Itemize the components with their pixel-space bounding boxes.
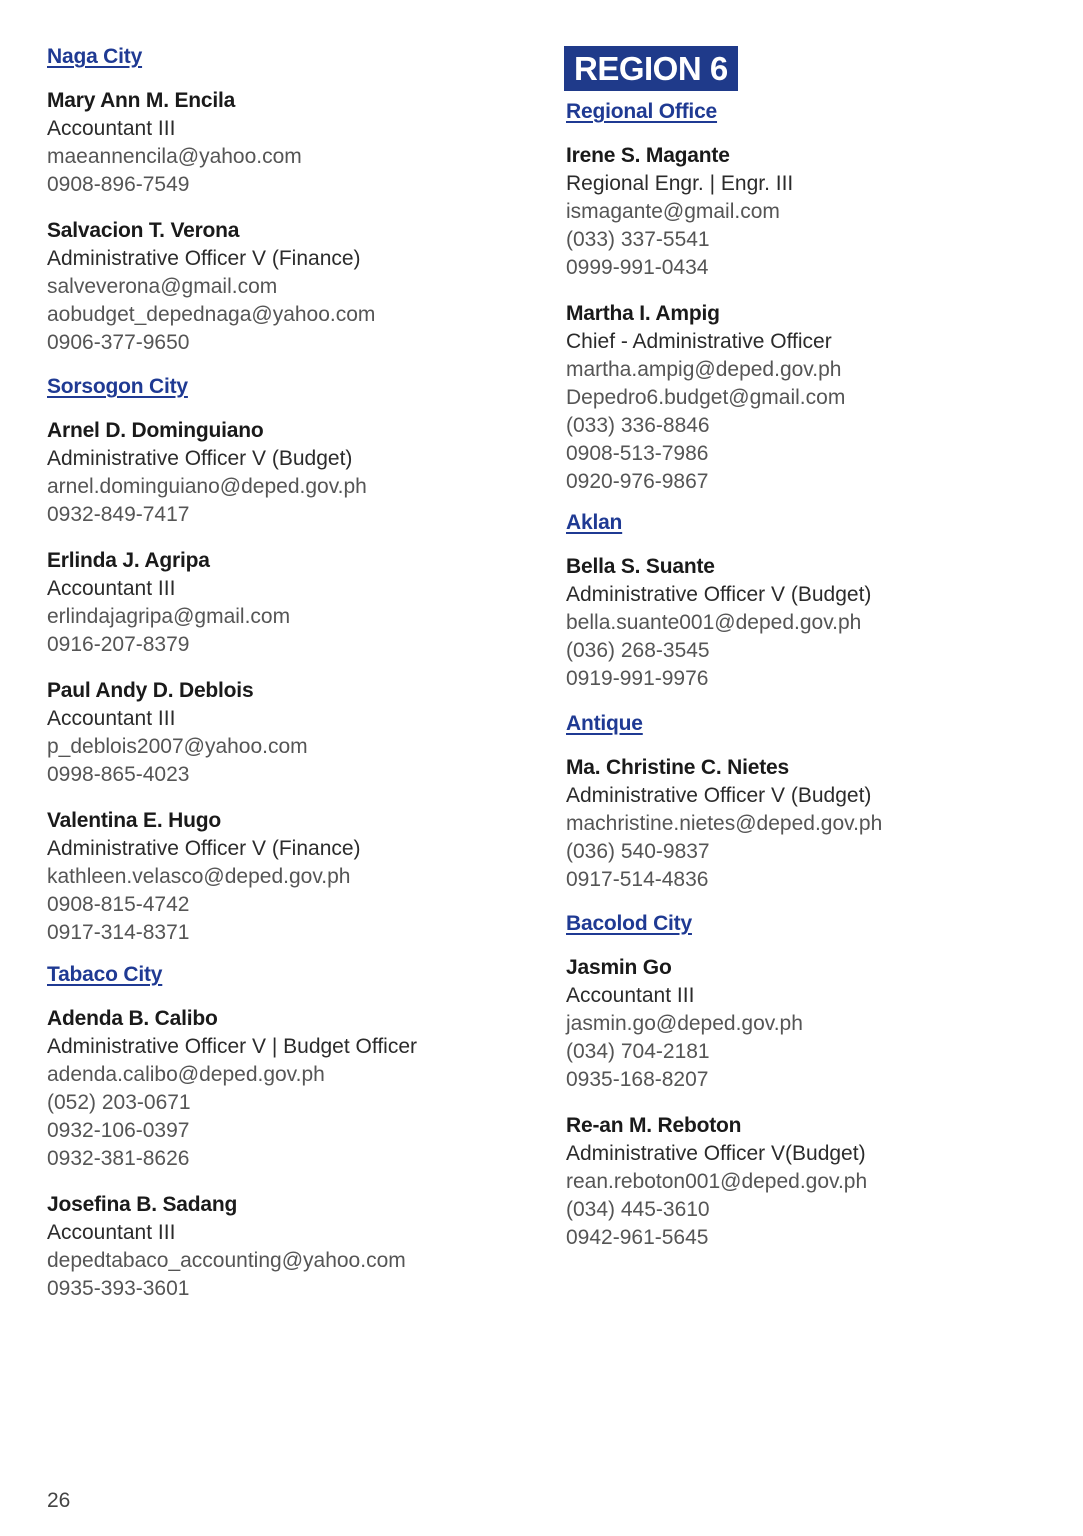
contact-entry — [47, 417, 527, 529]
contact-email: machristine.nietes@deped.gov.ph — [566, 812, 883, 835]
contact-title: Administrative Officer V(Budget) — [566, 1142, 866, 1165]
contact-email: jasmin.go@deped.gov.ph — [566, 1012, 803, 1035]
contact-phone: 0919-991-9976 — [566, 667, 709, 690]
contact-phone: 0916-207-8379 — [47, 633, 190, 656]
section-heading: Bacolod City — [566, 912, 692, 935]
section-heading: Regional Office — [566, 100, 718, 123]
contact-email: salveverona@gmail.com — [47, 275, 278, 298]
section-antique — [566, 710, 1046, 912]
contact-phone: 0942-961-5645 — [566, 1226, 709, 1249]
contact-phone: (052) 203-0671 — [47, 1091, 191, 1114]
contact-phone: (036) 540-9837 — [566, 840, 710, 863]
contact-title: Accountant III — [47, 707, 176, 730]
contact-email: depedtabaco_accounting@yahoo.com — [47, 1249, 406, 1272]
contact-name: Bella S. Suante — [566, 555, 715, 578]
contact-phone: (033) 337-5541 — [566, 228, 710, 251]
contact-phone: (034) 445-3610 — [566, 1198, 710, 1221]
section-heading: Aklan — [566, 511, 623, 534]
contact-phone: 0920-976-9867 — [566, 470, 709, 493]
contact-entry — [47, 807, 527, 947]
contact-entry — [47, 87, 527, 199]
contact-entry — [566, 142, 1046, 282]
contact-phone: 0908-896-7549 — [47, 173, 190, 196]
contact-phone: (034) 704-2181 — [566, 1040, 710, 1063]
contact-name: Irene S. Magante — [566, 144, 730, 167]
contact-email: ismagante@gmail.com — [566, 200, 780, 223]
contact-title: Administrative Officer V (Finance) — [47, 247, 361, 270]
contact-entry — [47, 1191, 527, 1303]
contact-entry — [47, 677, 527, 789]
contact-email: maeannencila@yahoo.com — [47, 145, 302, 168]
section-aklan — [566, 509, 1046, 711]
contact-phone: 0999-991-0434 — [566, 256, 709, 279]
contact-entry — [566, 1112, 1046, 1252]
contact-title: Administrative Officer V (Finance) — [47, 837, 361, 860]
contact-phone: 0932-381-8626 — [47, 1147, 190, 1170]
contact-phone: (036) 268-3545 — [566, 639, 710, 662]
contact-entry — [566, 300, 1046, 496]
contact-name: Paul Andy D. Deblois — [47, 679, 254, 702]
section-heading: Antique — [566, 712, 643, 735]
section-heading: Tabaco City — [47, 963, 163, 986]
contact-name: Ma. Christine C. Nietes — [566, 756, 789, 779]
section-naga-city — [47, 43, 527, 375]
section-heading: Naga City — [47, 45, 143, 68]
section-sorsogon-city — [47, 373, 527, 965]
section-bacolod-city — [566, 910, 1046, 1270]
contact-name: Mary Ann M. Encila — [47, 89, 236, 112]
contact-name: Martha I. Ampig — [566, 302, 720, 325]
contact-email: kathleen.velasco@deped.gov.ph — [47, 865, 351, 888]
contact-name: Josefina B. Sadang — [47, 1193, 238, 1216]
contact-email: erlindajagripa@gmail.com — [47, 605, 291, 628]
contact-entry — [566, 954, 1046, 1094]
contact-phone: 0917-314-8371 — [47, 921, 190, 944]
section-tabaco-city — [47, 961, 527, 1321]
contact-name: Jasmin Go — [566, 956, 672, 979]
contact-phone: 0908-815-4742 — [47, 893, 190, 916]
contact-title: Chief - Administrative Officer — [566, 330, 832, 353]
contact-phone: 0998-865-4023 — [47, 763, 190, 786]
contact-title: Administrative Officer V (Budget) — [566, 583, 872, 606]
contact-title: Accountant III — [566, 984, 695, 1007]
section-regional-office — [566, 98, 1046, 514]
contact-name: Salvacion T. Verona — [47, 219, 240, 242]
section-heading: Sorsogon City — [47, 375, 188, 398]
contact-phone: 0917-514-4836 — [566, 868, 709, 891]
contact-entry — [566, 754, 1046, 894]
contact-title: Administrative Officer V (Budget) — [47, 447, 353, 470]
contact-name: Re-an M. Reboton — [566, 1114, 742, 1137]
contact-phone: 0908-513-7986 — [566, 442, 709, 465]
contact-email: rean.reboton001@deped.gov.ph — [566, 1170, 868, 1193]
contact-email: arnel.dominguiano@deped.gov.ph — [47, 475, 367, 498]
contact-title: Accountant III — [47, 577, 176, 600]
contact-phone: 0906-377-9650 — [47, 331, 190, 354]
contact-phone: (033) 336-8846 — [566, 414, 710, 437]
contact-title: Accountant III — [47, 117, 176, 140]
region-badge-label: REGION 6 — [574, 50, 728, 87]
contact-name: Valentina E. Hugo — [47, 809, 221, 832]
contact-phone: 0932-106-0397 — [47, 1119, 190, 1142]
contact-name: Arnel D. Dominguiano — [47, 419, 264, 442]
contact-entry — [47, 1005, 527, 1173]
contact-title: Regional Engr. | Engr. III — [566, 172, 794, 195]
contact-entry — [47, 547, 527, 659]
page-number: 26 — [47, 1489, 71, 1512]
contact-email: martha.ampig@deped.gov.ph — [566, 358, 842, 381]
contact-phone: 0935-393-3601 — [47, 1277, 190, 1300]
contact-email: bella.suante001@deped.gov.ph — [566, 611, 862, 634]
contact-name: Adenda B. Calibo — [47, 1007, 218, 1030]
contact-name: Erlinda J. Agripa — [47, 549, 210, 572]
contact-email: aobudget_depednaga@yahoo.com — [47, 303, 376, 326]
contact-title: Administrative Officer V (Budget) — [566, 784, 872, 807]
contact-phone: 0932-849-7417 — [47, 503, 190, 526]
contact-title: Administrative Officer V | Budget Officer — [47, 1035, 417, 1058]
region-badge — [564, 46, 738, 91]
contact-email: p_deblois2007@yahoo.com — [47, 735, 308, 758]
contact-entry — [566, 553, 1046, 693]
contact-email: adenda.calibo@deped.gov.ph — [47, 1063, 325, 1086]
contact-title: Accountant III — [47, 1221, 176, 1244]
contact-entry — [47, 217, 527, 357]
contact-phone: 0935-168-8207 — [566, 1068, 709, 1091]
contact-email: Depedro6.budget@gmail.com — [566, 386, 846, 409]
